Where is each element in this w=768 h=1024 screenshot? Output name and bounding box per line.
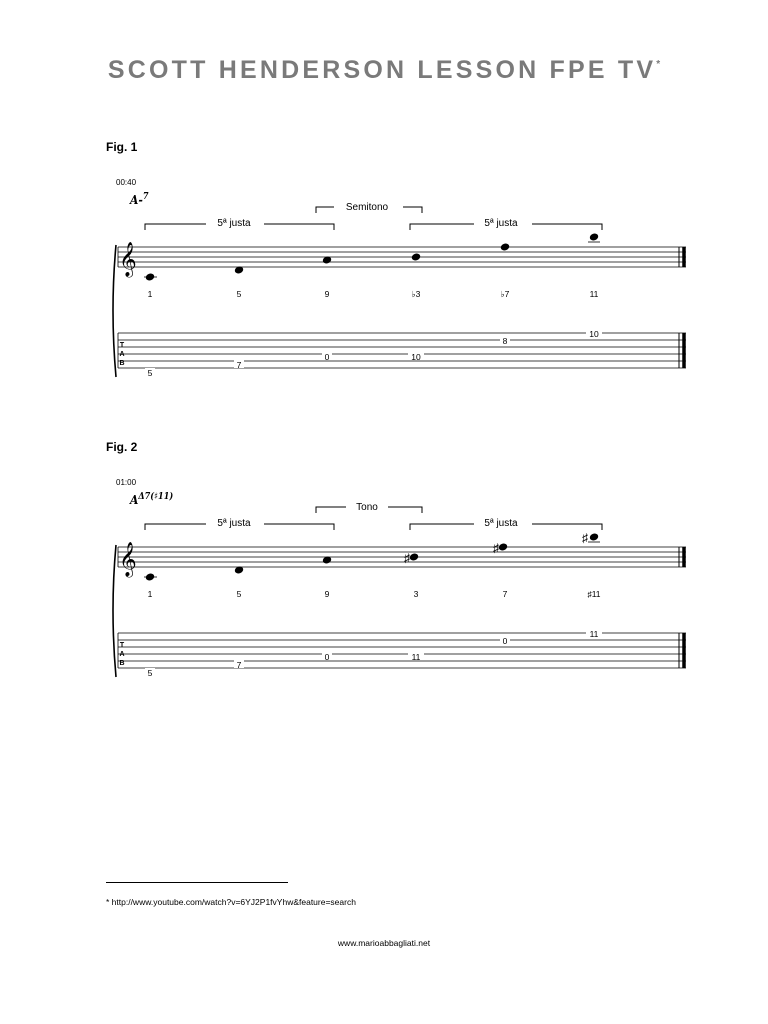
fret-number: 11 <box>589 629 599 639</box>
bracket-label: 5ª justa <box>484 518 518 529</box>
svg-text:T: T <box>119 642 125 649</box>
scale-degree-labels <box>148 589 601 599</box>
tab-clef-icon <box>119 642 124 667</box>
music-staff <box>118 247 686 267</box>
chord-root: A <box>130 493 139 507</box>
degree-label: 9 <box>324 289 330 299</box>
fret-number: 0 <box>502 636 508 646</box>
footnote-divider <box>106 882 288 883</box>
degree-label: 3 <box>413 589 419 599</box>
title-text: SCOTT HENDERSON LESSON FPE TV <box>107 56 657 84</box>
sharp-icon: ♯ <box>404 551 410 565</box>
music-staff <box>118 547 686 567</box>
tab-staff <box>118 333 686 368</box>
bracket-label: 5ª justa <box>484 218 518 229</box>
degree-label: ♭7 <box>500 289 510 299</box>
fret-number: 0 <box>324 652 330 662</box>
degree-label: 11 <box>589 289 599 299</box>
title-footnote-marker: * <box>656 58 661 70</box>
svg-text:A: A <box>119 351 125 358</box>
sharp-accidentals <box>404 531 588 565</box>
system-bracket <box>113 245 116 377</box>
degree-label: 7 <box>502 589 508 599</box>
fret-number: 5 <box>147 668 153 678</box>
bracket-label: 5ª justa <box>217 218 251 229</box>
degree-label: 1 <box>147 589 153 599</box>
tab-staff <box>118 633 686 668</box>
fret-number: 10 <box>411 352 421 362</box>
svg-text:T: T <box>119 342 125 349</box>
sharp-icon: ♯ <box>493 541 499 555</box>
page-title <box>0 56 768 85</box>
fret-number: 5 <box>147 368 153 378</box>
tab-fret-numbers <box>145 329 602 378</box>
degree-label: 5 <box>236 289 242 299</box>
treble-clef-icon: 𝄞 <box>119 543 137 576</box>
tab-fret-numbers <box>145 629 602 678</box>
degree-label: 5 <box>236 589 242 599</box>
footnote-link[interactable]: * http://www.youtube.com/watch?v=6YJ2P1fvYhw&feature=search <box>106 897 356 907</box>
figure-2-timestamp: 01:00 <box>116 478 137 487</box>
chord-extension: Δ7(♯11) <box>138 492 174 502</box>
fret-number: 7 <box>236 360 242 370</box>
fret-number: 10 <box>589 329 599 339</box>
bracket-label: Semitono <box>345 202 389 213</box>
svg-text:B: B <box>119 660 125 667</box>
system-bracket <box>113 545 116 677</box>
fret-number: 0 <box>324 352 330 362</box>
treble-clef-icon: 𝄞 <box>119 243 137 276</box>
footer-website[interactable]: www.marioabbagliati.net <box>337 938 431 948</box>
svg-text:A: A <box>119 651 125 658</box>
sharp-icon: ♯ <box>582 531 588 545</box>
figure-1-label: Fig. 1 <box>106 140 138 154</box>
fret-number: 8 <box>502 336 508 346</box>
scale-degree-labels <box>148 289 599 299</box>
degree-label: 1 <box>147 289 153 299</box>
fret-number: 7 <box>236 660 242 670</box>
bracket-label: 5ª justa <box>217 518 251 529</box>
chord-extension: 7 <box>142 192 149 202</box>
tab-clef-icon <box>119 342 124 367</box>
svg-text:B: B <box>119 360 125 367</box>
bracket-label: Tono <box>356 502 378 513</box>
chord-root: A- <box>130 193 143 207</box>
figure-2-label: Fig. 2 <box>106 440 138 454</box>
fret-number: 11 <box>411 652 421 662</box>
degree-label: 9 <box>324 589 330 599</box>
degree-label: ♯11 <box>587 589 601 599</box>
figure-2-notation <box>0 495 768 685</box>
figure-1-notation <box>0 195 768 385</box>
degree-label: ♭3 <box>411 289 421 299</box>
figure-1-timestamp: 00:40 <box>116 178 137 187</box>
